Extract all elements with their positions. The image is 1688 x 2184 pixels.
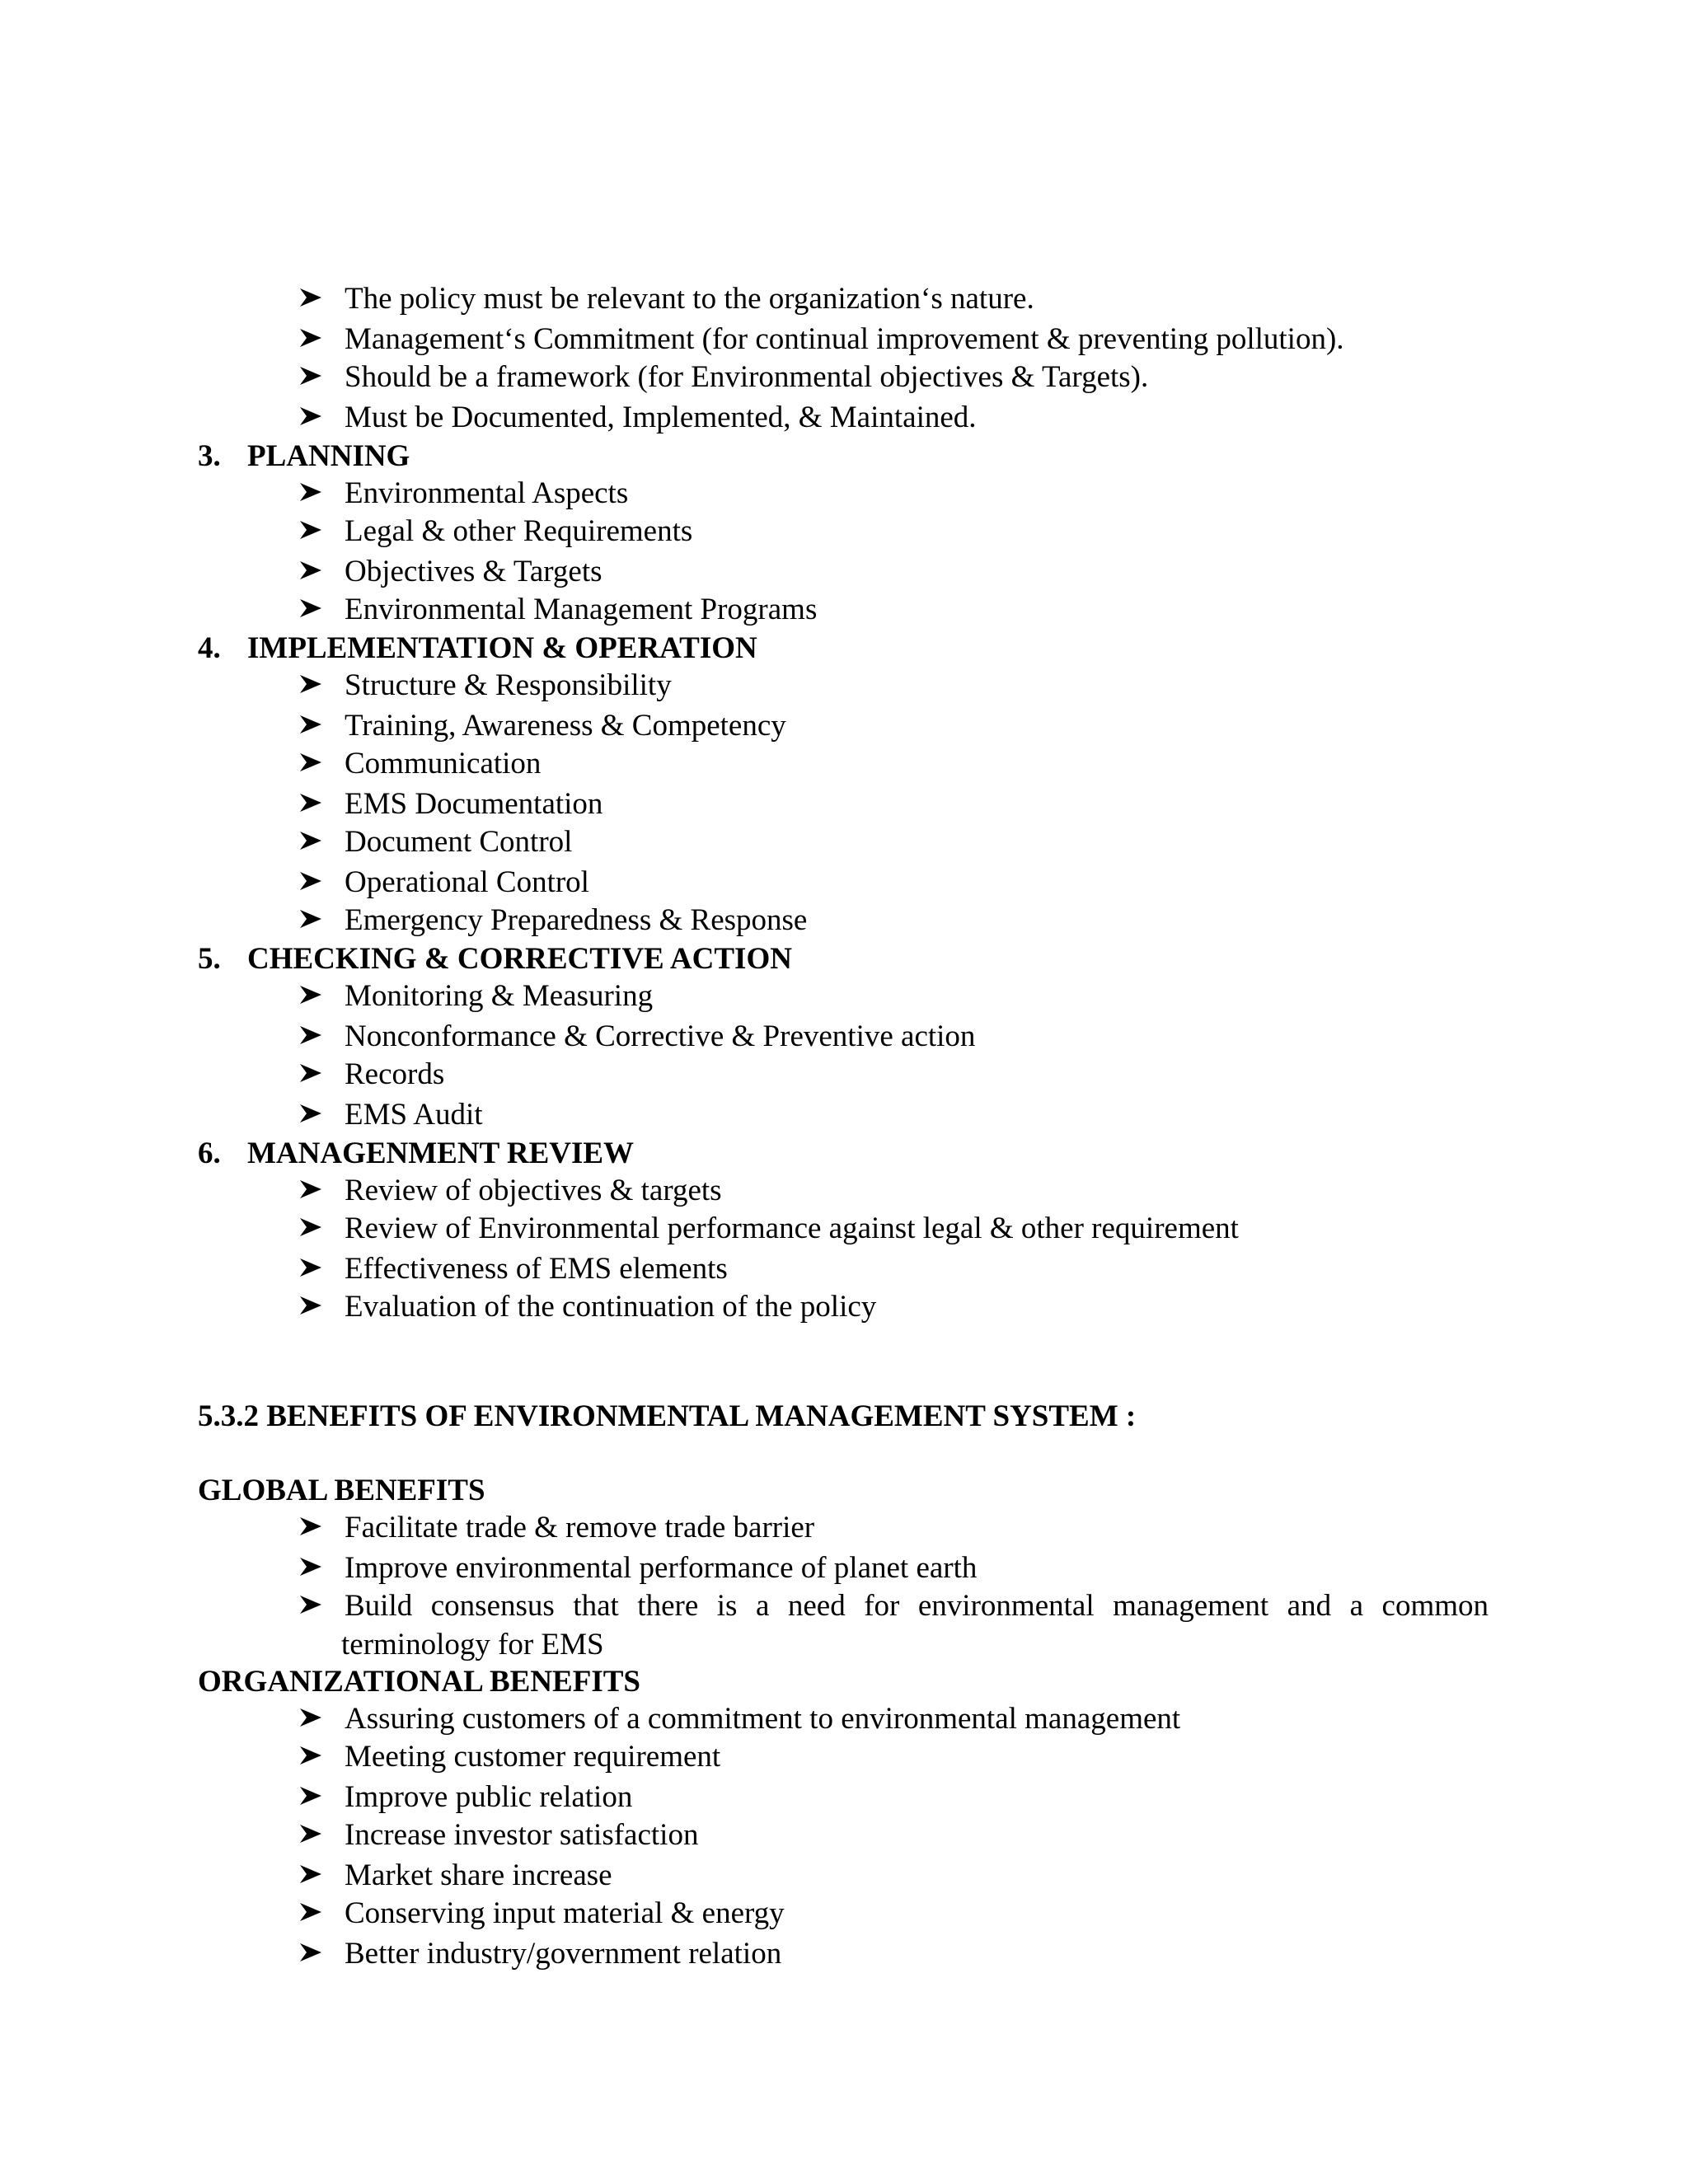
- list-item: Meeting customer requirement: [345, 1740, 721, 1774]
- arrow-bullet-icon: [298, 1705, 323, 1730]
- section-title: PLANNING: [247, 439, 410, 473]
- arrow-bullet-icon: [298, 1940, 323, 1965]
- list-item: Records: [345, 1057, 445, 1091]
- arrow-bullet-icon: [298, 1821, 323, 1846]
- list-item: Structure & Responsibility: [345, 668, 672, 702]
- list-item: The policy must be relevant to the organization‘s nature.: [345, 282, 1034, 316]
- arrow-bullet-icon: [298, 518, 323, 542]
- list-item: Evaluation of the continuation of the policy: [345, 1290, 877, 1324]
- section-number: 6.: [198, 1137, 221, 1170]
- section-title: CHECKING & CORRECTIVE ACTION: [247, 942, 792, 976]
- arrow-bullet-icon: [298, 1743, 323, 1768]
- list-item: Facilitate trade & remove trade barrier: [345, 1511, 815, 1544]
- arrow-bullet-icon: [298, 1592, 323, 1617]
- list-item: Training, Awareness & Competency: [345, 709, 786, 743]
- arrow-bullet-icon: [298, 1215, 323, 1240]
- list-item: Increase investor satisfaction: [345, 1818, 699, 1852]
- arrow-bullet-icon: [298, 1061, 323, 1085]
- arrow-bullet-icon: [298, 712, 323, 737]
- list-item: Should be a framework (for Environmental objectives & Targets).: [345, 360, 1149, 394]
- list-item: Environmental Management Programs: [345, 593, 818, 626]
- list-item: Effectiveness of EMS elements: [345, 1252, 728, 1286]
- list-item: Build consensus that there is a need for environmental management and a common: [345, 1589, 1489, 1623]
- arrow-bullet-icon: [298, 1783, 323, 1808]
- list-item: Monitoring & Measuring: [345, 979, 654, 1013]
- arrow-bullet-icon: [298, 1293, 323, 1318]
- arrow-bullet-icon: [298, 558, 323, 583]
- list-item: Management‘s Commitment (for continual improvement & preventing pollution).: [345, 322, 1344, 356]
- arrow-bullet-icon: [298, 1023, 323, 1047]
- section-title: IMPLEMENTATION & OPERATION: [247, 631, 757, 665]
- arrow-bullet-icon: [298, 828, 323, 853]
- arrow-bullet-icon: [298, 1177, 323, 1202]
- arrow-bullet-icon: [298, 596, 323, 621]
- list-item: Must be Documented, Implemented, & Maintained.: [345, 401, 977, 434]
- section-number: 3.: [198, 439, 221, 473]
- arrow-bullet-icon: [298, 326, 323, 350]
- arrow-bullet-icon: [298, 1862, 323, 1886]
- list-item: Emergency Preparedness & Response: [345, 903, 808, 937]
- list-item: Review of objectives & targets: [345, 1174, 722, 1207]
- arrow-bullet-icon: [298, 907, 323, 931]
- list-item: Document Control: [345, 825, 573, 859]
- arrow-bullet-icon: [298, 404, 323, 429]
- list-item: EMS Documentation: [345, 787, 603, 821]
- list-item: Legal & other Requirements: [345, 514, 693, 548]
- list-item: Conserving input material & energy: [345, 1896, 785, 1930]
- global-benefits-title: GLOBAL BENEFITS: [198, 1474, 485, 1507]
- benefits-heading: 5.3.2 BENEFITS OF ENVIRONMENTAL MANAGEMENT SYSTEM :: [198, 1399, 1137, 1433]
- list-item: EMS Audit: [345, 1098, 483, 1132]
- arrow-bullet-icon: [298, 1554, 323, 1579]
- list-item: Operational Control: [345, 865, 589, 899]
- arrow-bullet-icon: [298, 672, 323, 696]
- list-item: Objectives & Targets: [345, 555, 603, 588]
- list-item: Improve public relation: [345, 1780, 633, 1814]
- arrow-bullet-icon: [298, 1101, 323, 1126]
- arrow-bullet-icon: [298, 363, 323, 388]
- list-item: Assuring customers of a commitment to environmental management: [345, 1702, 1181, 1736]
- arrow-bullet-icon: [298, 1900, 323, 1924]
- arrow-bullet-icon: [298, 869, 323, 893]
- arrow-bullet-icon: [298, 982, 323, 1007]
- arrow-bullet-icon: [298, 750, 323, 775]
- arrow-bullet-icon: [298, 1514, 323, 1539]
- section-number: 5.: [198, 942, 221, 976]
- list-item: Improve environmental performance of planet earth: [345, 1551, 978, 1585]
- list-item: Nonconformance & Corrective & Preventive action: [345, 1019, 976, 1053]
- list-item-continuation: terminology for EMS: [341, 1628, 604, 1661]
- list-item: Environmental Aspects: [345, 476, 629, 510]
- list-item: Communication: [345, 747, 542, 780]
- arrow-bullet-icon: [298, 480, 323, 504]
- list-item: Better industry/government relation: [345, 1937, 782, 1971]
- section-title: MANAGENMENT REVIEW: [247, 1137, 635, 1170]
- arrow-bullet-icon: [298, 285, 323, 310]
- organizational-benefits-title: ORGANIZATIONAL BENEFITS: [198, 1665, 640, 1699]
- list-item: Market share increase: [345, 1858, 612, 1892]
- arrow-bullet-icon: [298, 1255, 323, 1280]
- arrow-bullet-icon: [298, 790, 323, 815]
- list-item: Review of Environmental performance against legal & other requirement: [345, 1212, 1239, 1245]
- section-number: 4.: [198, 631, 221, 665]
